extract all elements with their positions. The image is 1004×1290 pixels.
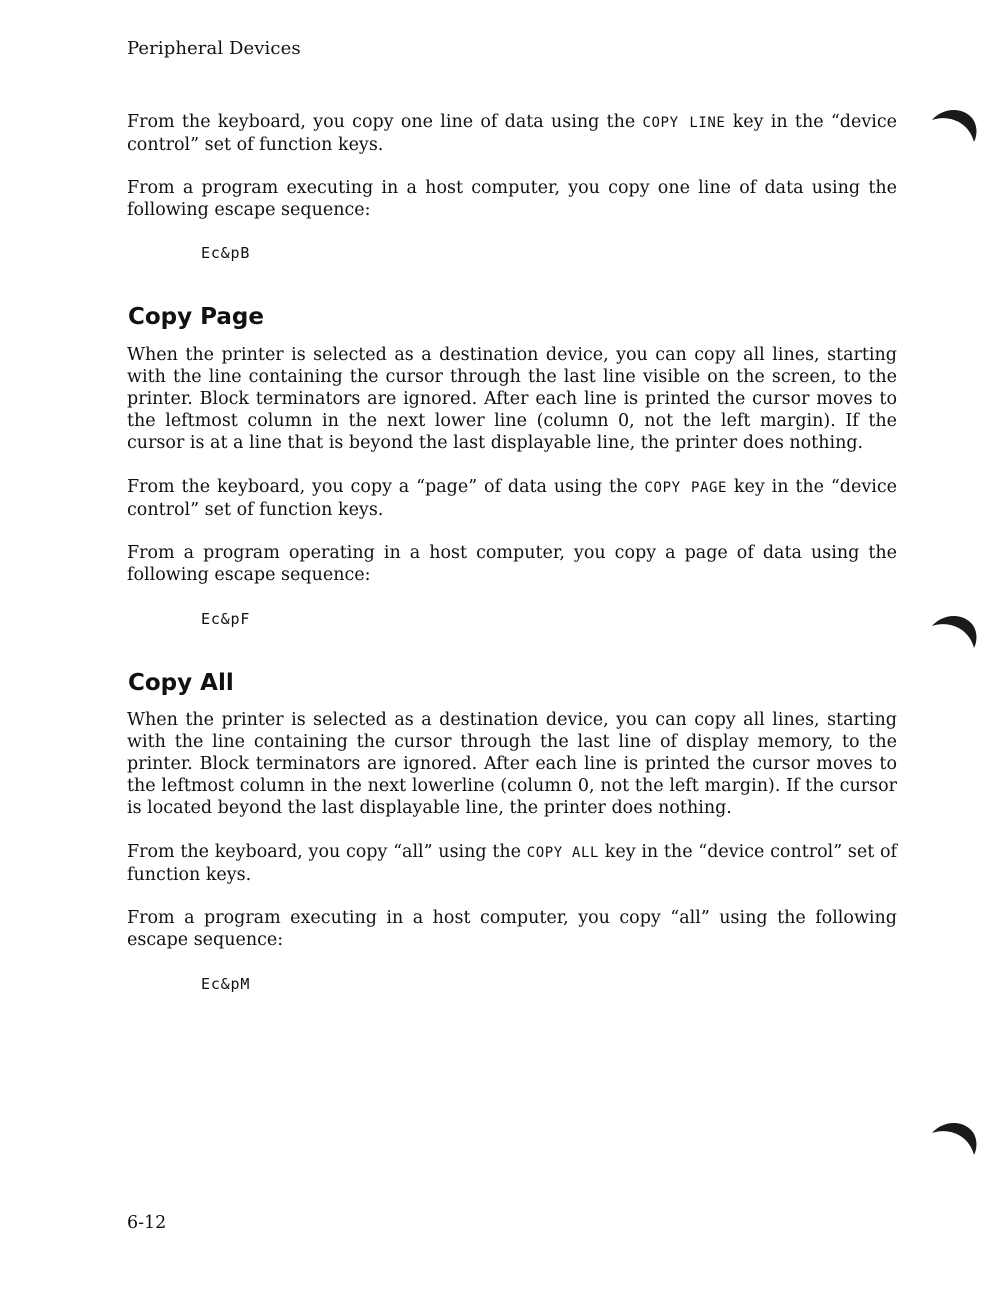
- copy-all-description-paragraph: When the printer is selected as a destination device, you can copy all lines, starting with the line containing the cursor through the last line of display memory, to the printer. Block terminators are ignored. After each line is printed the cursor moves to the leftmost column in the next lowerline (column 0, not the left margin). If the cursor is located beyond the last displayable line, the printer does nothing.: [127, 710, 897, 818]
- copy-page-key: COPY PAGE: [644, 480, 728, 496]
- copy-line-program-paragraph: From a program executing in a host computer, you copy one line of data using the following escape sequence:: [127, 178, 897, 220]
- running-header: Peripheral Devices: [127, 38, 301, 59]
- copy-page-program-paragraph: From a program operating in a host computer, you copy a page of data using the following escape sequence:: [127, 543, 897, 585]
- punch-hole-mark-top: [928, 100, 980, 152]
- page-number: 6-12: [127, 1213, 167, 1233]
- copy-page-escape-sequence: Ec&pF: [201, 610, 251, 628]
- copy-all-keyboard-paragraph: From the keyboard, you copy “all” using the COPY ALL key in the “device control” set of function keys.: [127, 842, 897, 885]
- copy-line-keyboard-paragraph: From the keyboard, you copy one line of data using the COPY LINE key in the “device control” set of function keys.: [127, 112, 897, 155]
- copy-page-description-paragraph: When the printer is selected as a destination device, you can copy all lines, starting with the line containing the cursor through the last line visible on the screen, to the printer. Block terminators are ignored. After each line is printed the cursor moves to the leftmost column in the next lower line (column 0, not the left margin). If the cursor is at a line that is beyond the last displayable line, the printer does nothing.: [127, 345, 897, 453]
- copy-page-keyboard-paragraph: From the keyboard, you copy a “page” of data using the COPY PAGE key in the “device control” set of function keys.: [127, 477, 897, 520]
- copy-all-program-paragraph: From a program executing in a host computer, you copy “all” using the following escape sequence:: [127, 908, 897, 950]
- copy-all-key: COPY ALL: [526, 845, 600, 861]
- copy-all-heading: Copy All: [128, 670, 234, 696]
- copy-line-key: COPY LINE: [642, 115, 726, 131]
- punch-hole-mark-bottom: [928, 1113, 980, 1165]
- copy-page-heading: Copy Page: [128, 304, 264, 330]
- copy-all-escape-sequence: Ec&pM: [201, 975, 251, 993]
- punch-hole-mark-middle: [928, 606, 980, 658]
- copy-line-escape-sequence: Ec&pB: [201, 244, 251, 262]
